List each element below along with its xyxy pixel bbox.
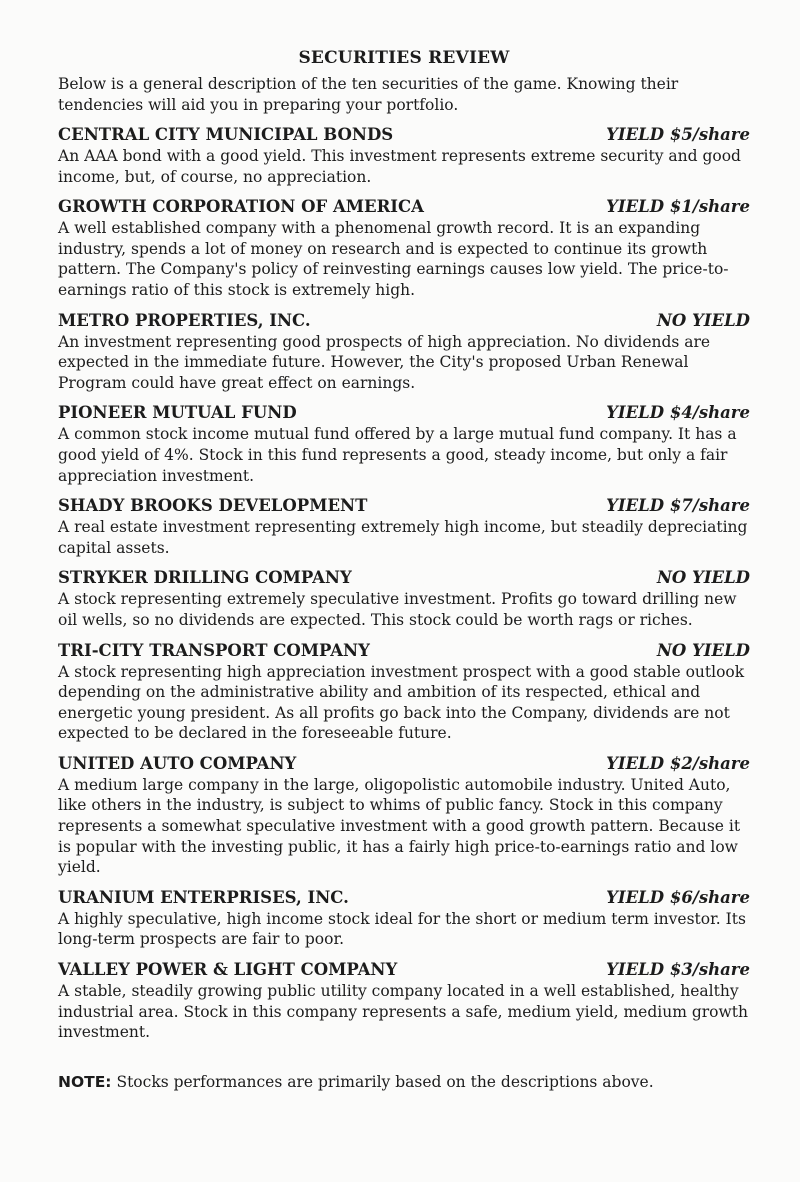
security-yield: NO YIELD — [656, 640, 750, 660]
security-name: TRI-CITY TRANSPORT COMPANY — [58, 640, 370, 660]
intro-paragraph: Below is a general description of the ten securities of the game. Knowing their tendencies will aid you in preparing your portfolio. — [58, 75, 679, 114]
security-yield: YIELD $2/share — [606, 753, 750, 773]
security-description: A real estate investment representing extremely high income, but steadily depreciating capital assets. — [58, 518, 748, 557]
security-header — [58, 567, 750, 589]
note-label: NOTE: — [58, 1073, 112, 1091]
security-yield: YIELD $1/share — [606, 197, 750, 217]
security-name: URANIUM ENTERPRISES, INC. — [58, 887, 349, 907]
note-text: Stocks performances are primarily based on the descriptions above. — [116, 1073, 654, 1091]
security-description: A stock representing extremely speculative investment. Profits go toward drilling new oil wells, so no dividends are expected. This stock could be worth rags or riches. — [58, 590, 737, 629]
footnote — [58, 1073, 654, 1091]
security-entry — [58, 196, 750, 300]
security-description: A highly speculative, high income stock ideal for the short or medium term investor. Its long-term prospects are fair to poor. — [58, 909, 746, 949]
security-yield: YIELD $3/share — [606, 960, 750, 980]
security-description: An AAA bond with a good yield. This investment represents extreme security and good income, but, of course, no appreciation. — [58, 147, 741, 186]
security-header — [58, 495, 750, 517]
security-yield: YIELD $4/share — [606, 403, 750, 423]
security-name: CENTRAL CITY MUNICIPAL BONDS — [58, 125, 394, 144]
security-yield: YIELD $5/share — [606, 125, 750, 144]
security-yield: YIELD $7/share — [606, 496, 750, 516]
security-yield: YIELD $6/share — [606, 887, 750, 907]
security-name: STRYKER DRILLING COMPANY — [58, 568, 352, 588]
security-description: A well established company with a phenomenal growth record. It is an expanding industry, spends a lot of money on research and is expected to continue its growth pattern. The Company's policy of reinvesting earnings causes low yield. The price-to-earnings ratio of this stock is extremely high. — [58, 219, 729, 299]
page-title: SECURITIES REVIEW — [298, 48, 510, 68]
security-entry — [58, 310, 750, 394]
security-description: A stock representing high appreciation investment prospect with a good stable outlook depending on the administrative ability and ambition of its respected, ethical and energetic young president. As all profits go back into the Company, dividends are not expected to be declared in the foreseeable future. — [58, 662, 745, 743]
security-yield: NO YIELD — [656, 310, 750, 330]
security-entry — [58, 402, 750, 486]
security-name: GROWTH CORPORATION OF AMERICA — [58, 197, 424, 217]
security-name: METRO PROPERTIES, INC. — [58, 310, 311, 330]
security-header — [58, 753, 750, 775]
security-name: PIONEER MUTUAL FUND — [58, 403, 297, 423]
security-entry — [58, 124, 750, 187]
security-entry — [58, 640, 750, 744]
security-header — [58, 959, 750, 981]
security-header — [58, 887, 750, 909]
security-name: VALLEY POWER & LIGHT COMPANY — [58, 960, 398, 980]
security-description: A medium large company in the large, oligopolistic automobile industry. United Auto, like others in the industry, is subject to whims of public fancy. Stock in this company represents a somewhat speculative investment with a good growth pattern. Because it is popular with the investing public, it has a fairly high price-to-earnings ratio and low yield. — [58, 775, 741, 877]
security-entry — [58, 753, 750, 878]
security-name: UNITED AUTO COMPANY — [58, 753, 297, 773]
security-description: A common stock income mutual fund offered by a large mutual fund company. It has a good yield of 4%. Stock in this fund represents a good, steady income, but only a fair appreciation investment. — [58, 425, 737, 485]
security-description: An investment representing good prospects of high appreciation. No dividends are expected in the immediate future. However, the City's proposed Urban Renewal Program could have great effect on earnings. — [58, 332, 711, 392]
security-header — [58, 640, 750, 662]
security-entry — [58, 567, 750, 630]
security-header — [58, 196, 750, 218]
security-entry — [58, 495, 750, 558]
security-header — [58, 402, 750, 424]
security-yield: NO YIELD — [656, 568, 750, 588]
security-entry — [58, 959, 750, 1043]
security-name: SHADY BROOKS DEVELOPMENT — [58, 496, 368, 516]
security-entry — [58, 887, 750, 950]
security-header — [58, 310, 750, 332]
security-description: A stable, steadily growing public utility company located in a well established, healthy industrial area. Stock in this company represents a safe, medium yield, medium growth investment. — [58, 982, 748, 1042]
security-header — [58, 124, 750, 146]
